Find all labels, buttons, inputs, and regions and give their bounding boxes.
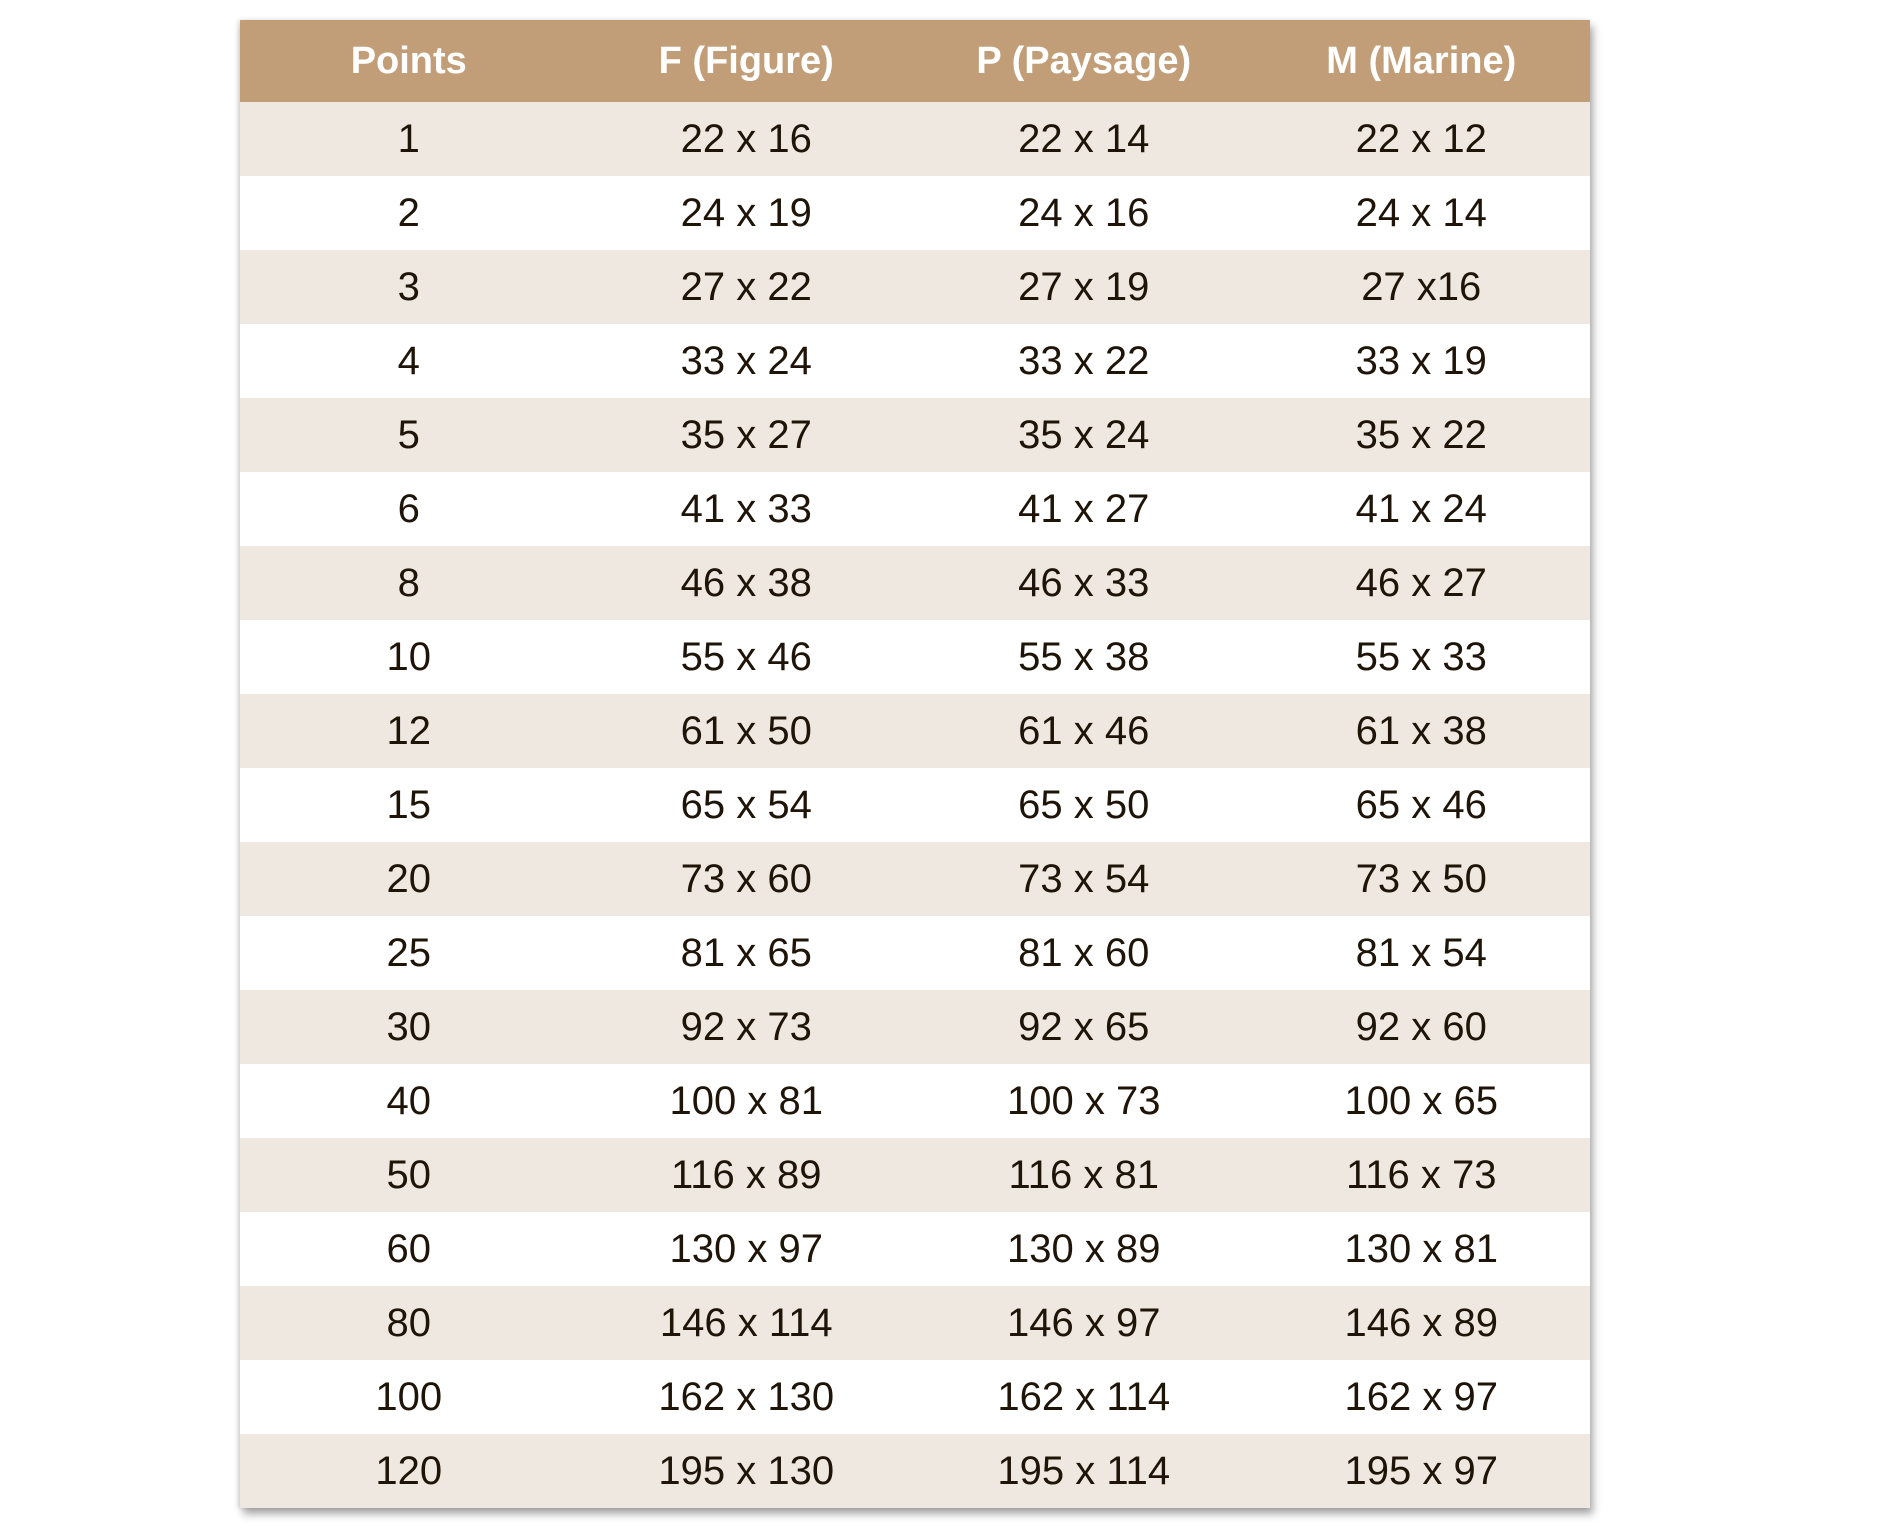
cell-points: 50 xyxy=(386,1152,431,1197)
cell-figure: 162 x 130 xyxy=(658,1374,835,1419)
table-row xyxy=(240,324,1590,398)
cell-figure: 65 x 54 xyxy=(680,782,812,827)
cell-paysage: 61 x 46 xyxy=(1018,708,1150,753)
cell-points: 8 xyxy=(397,560,420,605)
cell-paysage: 27 x 19 xyxy=(1018,264,1150,309)
cell-marine: 27 x16 xyxy=(1361,264,1482,309)
cell-points: 3 xyxy=(397,264,420,309)
cell-paysage: 162 x 114 xyxy=(997,1374,1171,1419)
header-paysage: P (Paysage) xyxy=(976,39,1192,82)
canvas-size-table xyxy=(240,20,1590,1508)
cell-paysage: 33 x 22 xyxy=(1018,338,1150,383)
table-row xyxy=(240,916,1590,990)
cell-points: 120 xyxy=(375,1448,443,1493)
cell-marine: 116 x 73 xyxy=(1346,1152,1497,1197)
cell-marine: 92 x 60 xyxy=(1355,1004,1487,1049)
cell-paysage: 130 x 89 xyxy=(1007,1226,1161,1271)
table-row xyxy=(240,472,1590,546)
cell-marine: 100 x 65 xyxy=(1344,1078,1498,1123)
cell-points: 6 xyxy=(397,486,420,531)
cell-points: 80 xyxy=(386,1300,431,1345)
cell-paysage: 65 x 50 xyxy=(1018,782,1150,827)
cell-marine: 146 x 89 xyxy=(1344,1300,1498,1345)
table-row xyxy=(240,1138,1590,1212)
cell-points: 30 xyxy=(386,1004,431,1049)
cell-paysage: 41 x 27 xyxy=(1018,486,1150,531)
table-row xyxy=(240,1434,1590,1508)
cell-marine: 195 x 97 xyxy=(1344,1448,1498,1493)
cell-marine: 61 x 38 xyxy=(1355,708,1487,753)
table-row xyxy=(240,694,1590,768)
table-row xyxy=(240,176,1590,250)
cell-marine: 55 x 33 xyxy=(1355,634,1487,679)
cell-marine: 22 x 12 xyxy=(1355,116,1487,161)
cell-paysage: 55 x 38 xyxy=(1018,634,1150,679)
cell-marine: 24 x 14 xyxy=(1355,190,1487,235)
table-row xyxy=(240,1212,1590,1286)
cell-paysage: 81 x 60 xyxy=(1018,930,1150,975)
cell-figure: 27 x 22 xyxy=(680,264,812,309)
cell-figure: 130 x 97 xyxy=(669,1226,823,1271)
header-row xyxy=(240,20,1590,102)
cell-points: 2 xyxy=(397,190,420,235)
table-row xyxy=(240,250,1590,324)
cell-paysage: 46 x 33 xyxy=(1018,560,1150,605)
cell-figure: 195 x 130 xyxy=(658,1448,835,1493)
cell-marine: 41 x 24 xyxy=(1355,486,1487,531)
cell-paysage: 116 x 81 xyxy=(1008,1152,1159,1197)
cell-points: 5 xyxy=(397,412,420,457)
cell-marine: 81 x 54 xyxy=(1355,930,1487,975)
cell-figure: 116 x 89 xyxy=(671,1152,822,1197)
cell-figure: 92 x 73 xyxy=(680,1004,812,1049)
cell-figure: 35 x 27 xyxy=(680,412,812,457)
cell-figure: 73 x 60 xyxy=(680,856,812,901)
cell-figure: 46 x 38 xyxy=(680,560,812,605)
cell-figure: 41 x 33 xyxy=(680,486,812,531)
cell-figure: 61 x 50 xyxy=(680,708,812,753)
cell-figure: 55 x 46 xyxy=(680,634,812,679)
cell-paysage: 22 x 14 xyxy=(1018,116,1150,161)
table-row xyxy=(240,102,1590,176)
cell-figure: 100 x 81 xyxy=(669,1078,823,1123)
cell-marine: 46 x 27 xyxy=(1355,560,1487,605)
table-row xyxy=(240,398,1590,472)
cell-paysage: 35 x 24 xyxy=(1018,412,1150,457)
cell-marine: 162 x 97 xyxy=(1344,1374,1498,1419)
table-body xyxy=(240,102,1590,1508)
cell-paysage: 92 x 65 xyxy=(1018,1004,1150,1049)
cell-figure: 81 x 65 xyxy=(680,930,812,975)
cell-figure: 33 x 24 xyxy=(680,338,812,383)
cell-figure: 24 x 19 xyxy=(680,190,812,235)
cell-paysage: 146 x 97 xyxy=(1007,1300,1161,1345)
table-row xyxy=(240,990,1590,1064)
cell-points: 25 xyxy=(386,930,431,975)
cell-figure: 22 x 16 xyxy=(680,116,812,161)
cell-figure: 146 x 114 xyxy=(659,1300,833,1345)
cell-points: 12 xyxy=(386,708,431,753)
cell-marine: 130 x 81 xyxy=(1344,1226,1498,1271)
header-points: Points xyxy=(350,39,467,82)
header-figure: F (Figure) xyxy=(658,39,834,82)
header-marine: M (Marine) xyxy=(1326,39,1517,82)
cell-points: 15 xyxy=(386,782,431,827)
cell-points: 1 xyxy=(397,116,420,161)
table-row xyxy=(240,546,1590,620)
cell-points: 100 xyxy=(375,1374,443,1419)
cell-points: 4 xyxy=(397,338,420,383)
table-row xyxy=(240,620,1590,694)
canvas-size-table-card xyxy=(240,20,1590,1508)
table-row xyxy=(240,1286,1590,1360)
cell-paysage: 195 x 114 xyxy=(997,1448,1171,1493)
cell-points: 10 xyxy=(386,634,431,679)
cell-points: 60 xyxy=(386,1226,431,1271)
cell-points: 40 xyxy=(386,1078,431,1123)
cell-marine: 35 x 22 xyxy=(1355,412,1487,457)
cell-paysage: 24 x 16 xyxy=(1018,190,1150,235)
table-row xyxy=(240,768,1590,842)
cell-paysage: 73 x 54 xyxy=(1018,856,1150,901)
cell-marine: 33 x 19 xyxy=(1355,338,1487,383)
table-header xyxy=(240,20,1590,102)
table-row xyxy=(240,842,1590,916)
table-row xyxy=(240,1360,1590,1434)
table-row xyxy=(240,1064,1590,1138)
cell-paysage: 100 x 73 xyxy=(1007,1078,1161,1123)
cell-points: 20 xyxy=(386,856,431,901)
cell-marine: 73 x 50 xyxy=(1355,856,1487,901)
cell-marine: 65 x 46 xyxy=(1355,782,1487,827)
